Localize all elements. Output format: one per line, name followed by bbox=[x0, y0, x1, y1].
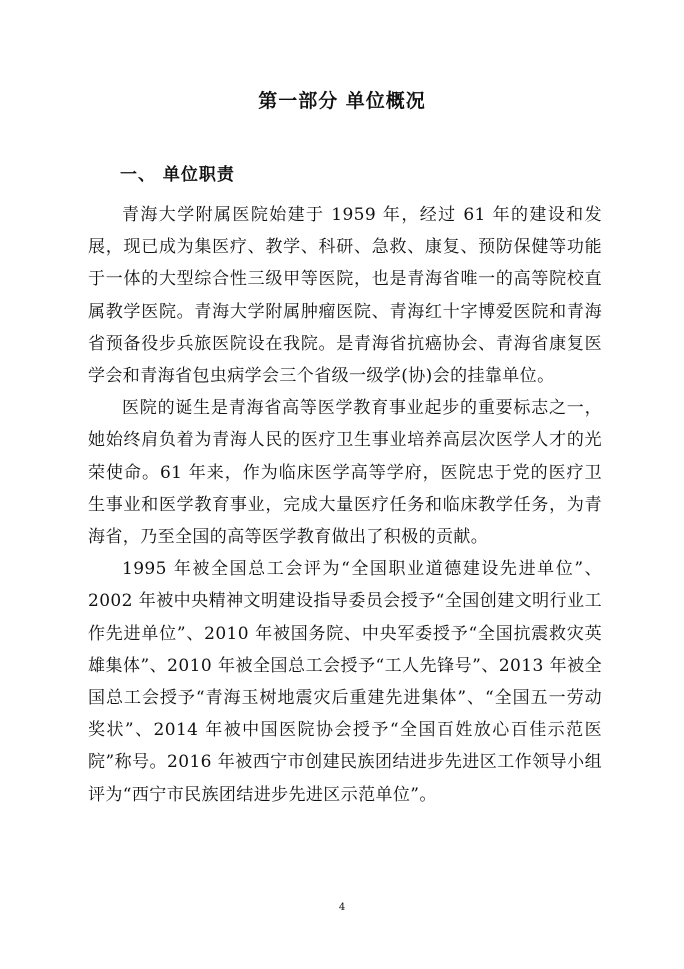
paragraph-history: 医院的诞生是青海省高等医学教育事业起步的重要标志之一，她始终肩负着为青海人民的医疗卫生事业培养高层次医学人才的光荣使命。61 年来，作为临床医学高等学府，医院忠于党的医疗卫生事业和医学教育事业，完成大量医疗任务和临床教学任务，为青海省，乃至全国的高等医学教育做出了积极的贡献。 bbox=[88, 398, 602, 548]
page-number: 4 bbox=[338, 902, 346, 913]
page-title: 第一部分 单位概况 bbox=[258, 90, 426, 112]
section-heading: 一、 单位职责 bbox=[120, 165, 235, 185]
body-text bbox=[88, 199, 602, 811]
paragraph-honors: 1995 年被全国总工会评为“全国职业道德建设先进单位”、2002 年被中央精神文明建设指导委员会授予“全国创建文明行业工作先进单位”、2010 年被国务院、中央军委授予“全国抗震救灾英雄集体”、2010 年被全国总工会授予“工人先锋号”、2013 年被全国总工会授予“青海玉树地震灾后重建先进集体”、“全国五一劳动奖状”、2014 年被中国医院协会授予“全国百姓放心百佳示范医院”称号。2016 年被西宁市创建民族团结进步先进区工作领导小组评为“西宁市民族团结进步先进区示范单位”。 bbox=[88, 559, 602, 805]
paragraph-duties: 青海大学附属医院始建于 1959 年，经过 61 年的建设和发展，现已成为集医疗、教学、科研、急救、康复、预防保健等功能于一体的大型综合性三级甲等医院，也是青海省唯一的高等院校直属教学医院。青海大学附属肿瘤医院、青海红十字博爱医院和青海省预备役步兵旅医院设在我院。是青海省抗癌协会、青海省康复医学会和青海省包虫病学会三个省级一级学(协)会的挂靠单位。 bbox=[88, 205, 602, 387]
